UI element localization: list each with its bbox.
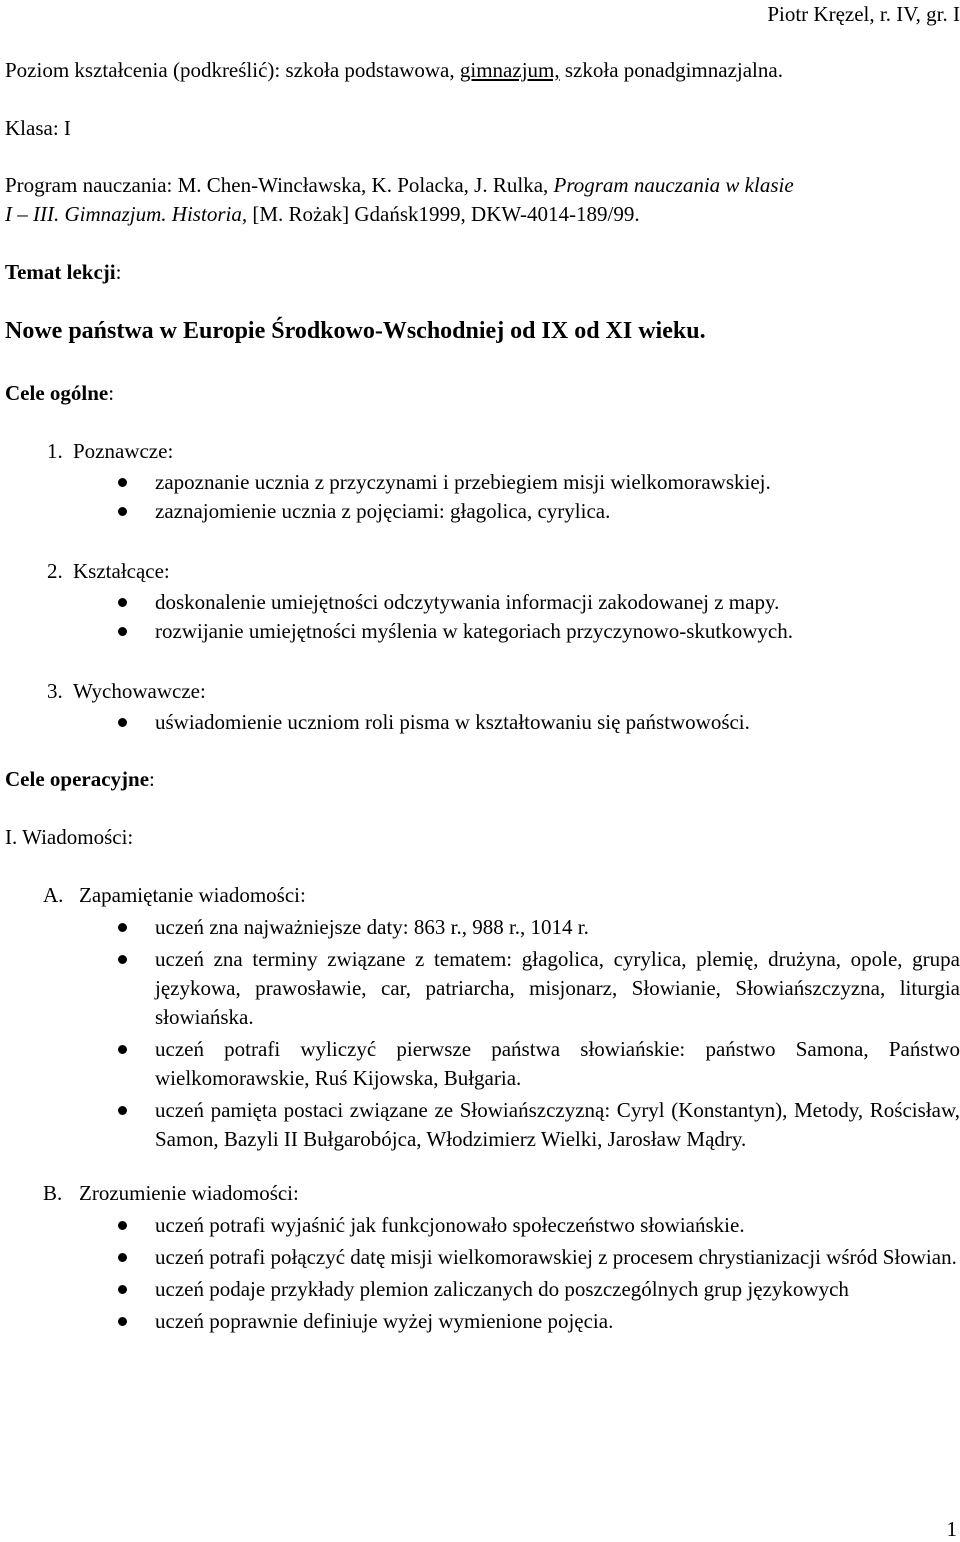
- cel-number: 2.: [47, 559, 63, 583]
- list-item: uświadomienie uczniom roli pisma w kształtowaniu się państwowości.: [155, 708, 960, 737]
- cele-ogolne-label: [5, 381, 114, 406]
- list-item: uczeń pamięta postaci związane ze Słowiańszczyzną: Cyryl (Konstantyn), Metody, Rościsław, Samon, Bazyli II Bułgarobójca, Włodzimierz Wielki, Jarosław Mądry.: [155, 1096, 960, 1154]
- temat-label-text: Temat lekcji: [5, 260, 116, 284]
- author-header: Piotr Kręzel, r. IV, gr. I: [767, 2, 960, 26]
- cele-ogolne-text: Cele ogólne: [5, 381, 109, 405]
- cel-poznawcze-heading: [47, 439, 173, 464]
- sekcja-a-letter: A.: [43, 883, 64, 907]
- cele-operacyjne-colon: :: [149, 767, 155, 791]
- sekcja-b-list: [155, 1211, 960, 1336]
- cel-poznawcze-list: [155, 468, 960, 526]
- program-line-2: [5, 202, 640, 227]
- cele-operacyjne-text: Cele operacyjne: [5, 767, 150, 791]
- program-title-part1: Program nauczania w klasie: [553, 173, 794, 197]
- program-details: [M. Rożak] Gdańsk1999, DKW-4014-189/99.: [247, 202, 640, 226]
- list-item: uczeń poprawnie definiuje wyżej wymienione pojęcia.: [155, 1307, 960, 1336]
- sekcja-b-name: Zrozumienie wiadomości:: [79, 1181, 299, 1205]
- list-item: rozwijanie umiejętności myślenia w kategoriach przyczynowo-skutkowych.: [155, 617, 960, 646]
- list-item: uczeń zna terminy związane z tematem: głagolica, cyrylica, plemię, drużyna, opole, grupa językowa, prawosławie, car, patriarcha, misjonarz, Słowianie, Słowiańszczyzna, liturgia słowiańska.: [155, 945, 960, 1032]
- cel-number: 1.: [47, 439, 63, 463]
- list-item: uczeń zna najważniejsze daty: 863 r., 988 r., 1014 r.: [155, 913, 960, 942]
- sekcja-a-list: [155, 913, 960, 1154]
- page-number: 1: [946, 1517, 957, 1541]
- list-item: uczeń potrafi wyjaśnić jak funkcjonowało społeczeństwo słowiańskie.: [155, 1211, 960, 1240]
- poziom-opt-ponadgimnazjalna: szkoła ponadgimnazjalna.: [559, 58, 783, 82]
- list-item: doskonalenie umiejętności odczytywania informacji zakodowanej z mapy.: [155, 588, 960, 617]
- program-line-1: [5, 173, 794, 198]
- list-item: uczeń podaje przykłady plemion zaliczanych do poszczególnych grup językowych: [155, 1275, 960, 1304]
- list-item: zapoznanie ucznia z przyczynami i przebiegiem misji wielkomorawskiej.: [155, 468, 960, 497]
- cel-wychowawcze-list: [155, 708, 960, 737]
- cel-name: Poznawcze:: [73, 439, 174, 463]
- cel-name: Wychowawcze:: [73, 679, 206, 703]
- program-title-part2: I – III. Gimnazjum. Historia,: [5, 202, 248, 226]
- poziom-opt-gimnazjum: gimnazjum,: [459, 58, 560, 82]
- sekcja-b-heading: [43, 1181, 299, 1206]
- poziom-label: Poziom kształcenia (podkreślić):: [5, 58, 286, 82]
- cel-name: Kształcące:: [73, 559, 170, 583]
- list-item: zaznajomienie ucznia z pojęciami: głagolica, cyrylica.: [155, 497, 960, 526]
- cele-ogolne-colon: :: [108, 381, 115, 405]
- program-authors: Program nauczania: M. Chen-Wincławska, K. Polacka, J. Rulka,: [5, 173, 554, 197]
- cel-ksztalcace-list: [155, 588, 960, 646]
- wiadomosci-heading: I. Wiadomości:: [5, 825, 134, 849]
- sekcja-a-name: Zapamiętanie wiadomości:: [79, 883, 306, 907]
- cel-ksztalcace-heading: [47, 559, 170, 584]
- sekcja-a-heading: [43, 883, 306, 908]
- klasa: Klasa: I: [5, 116, 71, 140]
- poziom-opt-podstawowa: szkoła podstawowa,: [285, 58, 460, 82]
- list-item: uczeń potrafi połączyć datę misji wielkomorawskiej z procesem chrystianizacji wśród Słowian.: [155, 1243, 960, 1272]
- temat-label: [5, 260, 121, 285]
- cele-operacyjne-label: [5, 767, 155, 792]
- poziom-ksztalcenia: [5, 58, 783, 83]
- cel-wychowawcze-heading: [47, 679, 206, 704]
- temat-colon: :: [115, 260, 122, 284]
- sekcja-b-letter: B.: [43, 1181, 63, 1205]
- list-item: uczeń potrafi wyliczyć pierwsze państwa słowiańskie: państwo Samona, Państwo wielkomorawskie, Ruś Kijowska, Bułgaria.: [155, 1035, 960, 1093]
- cel-number: 3.: [47, 679, 63, 703]
- lesson-title: Nowe państwa w Europie Środkowo-Wschodniej od IX od XI wieku.: [5, 318, 706, 344]
